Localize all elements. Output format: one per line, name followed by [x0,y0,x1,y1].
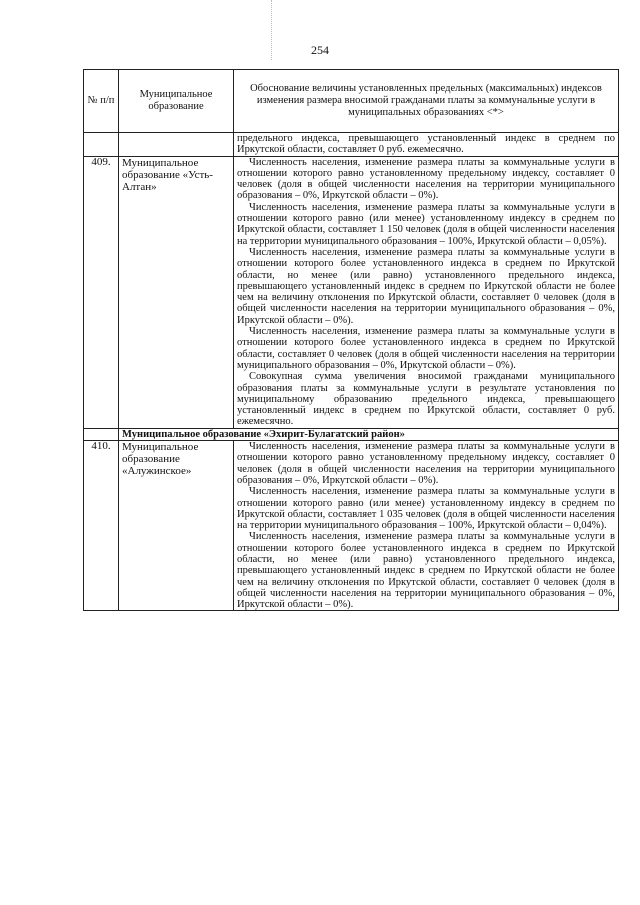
continuation-text: предельного индекса, превышающего установленный индекс в среднем по Иркутской области, составляет 0 руб. ежемесячно. [237,133,615,156]
row-409-number: 409. [84,156,119,428]
header-number: № п/п [84,70,119,133]
header-justification: Обоснование величины установленных предельных (максимальных) индексов изменения размера вносимой гражданами платы за коммунальные услуги в муниципальных образованиях <*> [234,70,619,133]
section-row [84,428,619,440]
section-num-cell [84,428,119,440]
continuation-text-cell [234,133,619,157]
page-number: 254 [311,43,329,57]
row-410-paragraph-1: Численность населения, изменение размера платы за коммунальные услуги в отношении которого равно установленному предельному индексу, составляет 0 человек (доля в общей численности населения на территории муниципального образования – 0%, Иркутской области – 0%). [237,441,615,486]
header-municipality: Муниципальное образование [119,70,234,133]
row-409-paragraph-2: Численность населения, изменение размера платы за коммунальные услуги в отношении которого равно (или менее) установленному индексу в среднем по Иркутской области, составляет 1 150 человек (доля в общей численности населения на территории муниципального образования – 100%, Иркутской области – 0,05%). [237,201,615,247]
section-title: Муниципальное образование «Эхирит-Булагатский район» [119,428,619,440]
table-header-row [84,70,619,133]
row-409-paragraph-3: Численность населения, изменение размера платы за коммунальные услуги в отношении которого более установленного индекса в среднем по Иркутской области, но менее (или равно) установленного предельного индекса, превышающего установленный индекс в среднем по Иркутской области не более чем на величину отклонения по Иркутской области, составляет 0 человек (доля в общей численности населения на территории муниципального образования – 0%, Иркутской области – 0%). [237,246,615,326]
row-410-paragraph-2: Численность населения, изменение размера платы за коммунальные услуги в отношении которого равно (или менее) установленному индексу в среднем по Иркутской области, составляет 1 035 человек (доля в общей численности населения на территории муниципального образования – 100%, Иркутской области – 0,04%). [237,486,615,532]
row-410-number: 410. [84,441,119,611]
row-409-justification [234,156,619,428]
continuation-municipality-cell [119,133,234,157]
row-409-paragraph-5: Совокупная сумма увеличения вносимой гражданами муниципального образования платы за коммунальные услуги в результате установления по муниципальному образованию предельного индекса, превышающего установленный индекс в среднем по Иркутской области, составляет 0 руб. ежемесячно. [237,371,615,428]
row-410-municipality: Муниципальное образование «Алужинское» [119,441,234,611]
table-row-410 [84,441,619,611]
table-row-409 [84,156,619,428]
row-410-justification [234,441,619,611]
row-409-paragraph-1: Численность населения, изменение размера платы за коммунальные услуги в отношении которого равно установленному предельному индексу, составляет 0 человек (доля в общей численности населения на территории муниципального образования – 0%, Иркутской области – 0%). [237,156,615,202]
row-409-paragraph-4: Численность населения, изменение размера платы за коммунальные услуги в отношении которого более установленного индекса в среднем по Иркутской области, составляет 0 человек (доля в общей численности населения на территории муниципального образования – 0%, Иркутской области – 0%). [237,326,615,371]
row-410-paragraph-3: Численность населения, изменение размера платы за коммунальные услуги в отношении которого более установленного индекса в среднем по Иркутской области, но менее (или равно) установленного предельного индекса, превышающего установленный индекс в среднем по Иркутской области не более чем на величину отклонения по Иркутской области, составляет 0 человек (доля в общей численности населения на территории муниципального образования – 0%, Иркутской области – 0%). [237,531,615,611]
table-row-continuation [84,133,619,157]
row-409-municipality: Муниципальное образование «Усть-Алтан» [119,156,234,428]
continuation-num-cell [84,133,119,157]
indices-table [83,69,619,611]
